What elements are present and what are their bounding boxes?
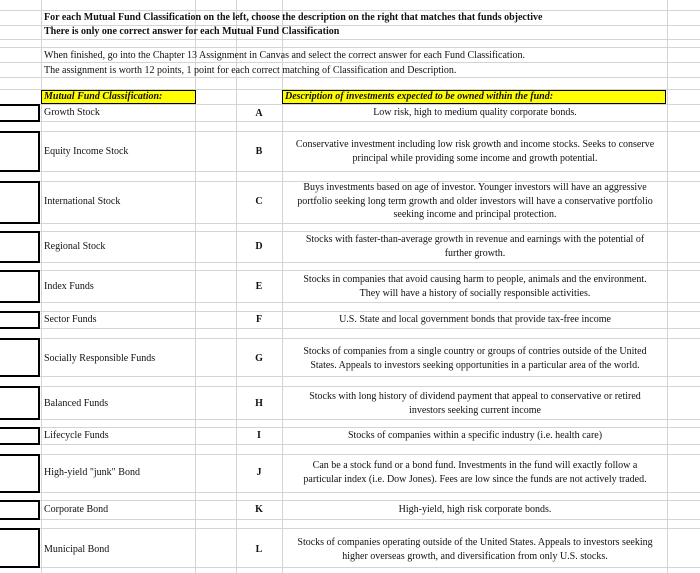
answer-box-7[interactable] [0,338,40,377]
description-line: Can be a stock fund or a bond fund. Investments in the fund will exactly follow a [312,460,638,471]
description-line: High-yield, high risk corporate bonds. [398,504,552,515]
answer-letter: K [255,504,263,515]
answer-letter: B [255,146,263,157]
classification-label: Equity Income Stock [44,146,129,157]
answer-box-4[interactable] [0,231,40,263]
fund-description [283,503,667,517]
fund-description [283,536,667,563]
classification-label: Balanced Funds [44,398,109,409]
classification-label: Socially Responsible Funds [44,353,156,364]
description-line: principal while providing some income and growth potential. [352,152,598,164]
answer-letter: J [256,467,262,478]
instruction-line-1: For each Mutual Fund Classification on the left, choose the description on the right that matches that funds objective [44,12,543,23]
description-line: Conservative investment including low risk growth and income stocks. Seeks to conserve [295,139,655,150]
classification-label: Regional Stock [44,241,106,252]
answer-letter: A [255,108,263,119]
description-line: Stocks of companies operating outside of the United States. Appeals to investors seeking [297,537,653,548]
answer-box-11[interactable] [0,500,40,520]
description-line: States. Appeals to investors seeking opportunities in a particular area of the world. [310,359,640,371]
classification-label: Index Funds [44,281,94,292]
answer-letter: D [255,241,263,252]
fund-description [283,233,667,260]
answer-letter: L [255,544,263,555]
fund-description [283,181,667,222]
classification-label: International Stock [44,196,121,207]
answer-box-8[interactable] [0,386,40,420]
answer-box-10[interactable] [0,454,40,493]
description-line: seeking income and principal protection. [393,209,557,220]
description-line: Buys investments based on age of investor. Younger investors will have an aggressive [303,182,647,193]
fund-description [283,106,667,120]
instruction-note-1: When finished, go into the Chapter 13 Assignment in Canvas and select the correct answer for each Fund Classification. [44,50,525,61]
classification-label: Municipal Bond [44,544,110,555]
description-line: They will have a history of socially responsible activities. [359,287,591,299]
answer-box-9[interactable] [0,427,40,445]
classification-label: Sector Funds [44,314,97,325]
description-column-header: Description of investments expected to be owned within the fund: [282,90,666,104]
answer-letter: H [255,398,263,409]
answer-letter: C [255,196,263,207]
fund-description [283,459,667,486]
fund-description [283,390,667,417]
instruction-line-2: There is only one correct answer for each Mutual Fund Classification [44,26,340,37]
fund-description [283,313,667,327]
answer-letter: I [257,430,261,441]
description-line: particular index (i.e. Dow Jones). Fees are low since the funds are not actively traded. [303,473,647,485]
description-line: further growth. [444,247,506,259]
description-line: Stocks of companies from a single country or groups of contries outside of the United [303,346,647,357]
classification-label: High-yield "junk" Bond [44,467,140,478]
description-line: Low risk, high to medium quality corporate bonds. [373,107,577,118]
description-line: Stocks with faster-than-average growth in revenue and earnings with the potential of [305,234,645,245]
answer-box-3[interactable] [0,181,40,224]
classification-column-header: Mutual Fund Classification: [41,90,196,104]
instruction-note-2: The assignment is worth 12 points, 1 point for each correct matching of Classification and Description. [44,65,457,76]
fund-description [283,345,667,372]
description-line: Stocks in companies that avoid causing harm to people, animals and the environment. [303,274,647,285]
classification-label: Growth Stock [44,107,100,118]
answer-box-1[interactable] [0,104,40,122]
answer-letter: E [255,281,263,292]
answer-box-6[interactable] [0,311,40,329]
fund-description [283,273,667,300]
description-line: U.S. State and local government bonds that provide tax-free income [339,314,611,325]
description-line: Stocks of companies within a specific industry (i.e. health care) [347,430,603,441]
description-line: Stocks with long history of dividend payment that appeal to conservative or retired [309,391,641,402]
fund-description [283,138,667,165]
answer-letter: F [255,314,263,325]
answer-letter: G [255,353,263,364]
classification-label: Lifecycle Funds [44,430,109,441]
description-line: portfolio seeking long term growth and older investors will have a conservative portfolio [297,195,653,207]
answer-box-2[interactable] [0,131,40,172]
description-line: higher overseas growth, and diversification from only U.S. stocks. [342,550,608,562]
answer-box-5[interactable] [0,270,40,303]
fund-description [283,429,667,443]
answer-box-12[interactable] [0,528,40,568]
description-line: investors seeking current income [409,404,541,416]
classification-label: Corporate Bond [44,504,109,515]
